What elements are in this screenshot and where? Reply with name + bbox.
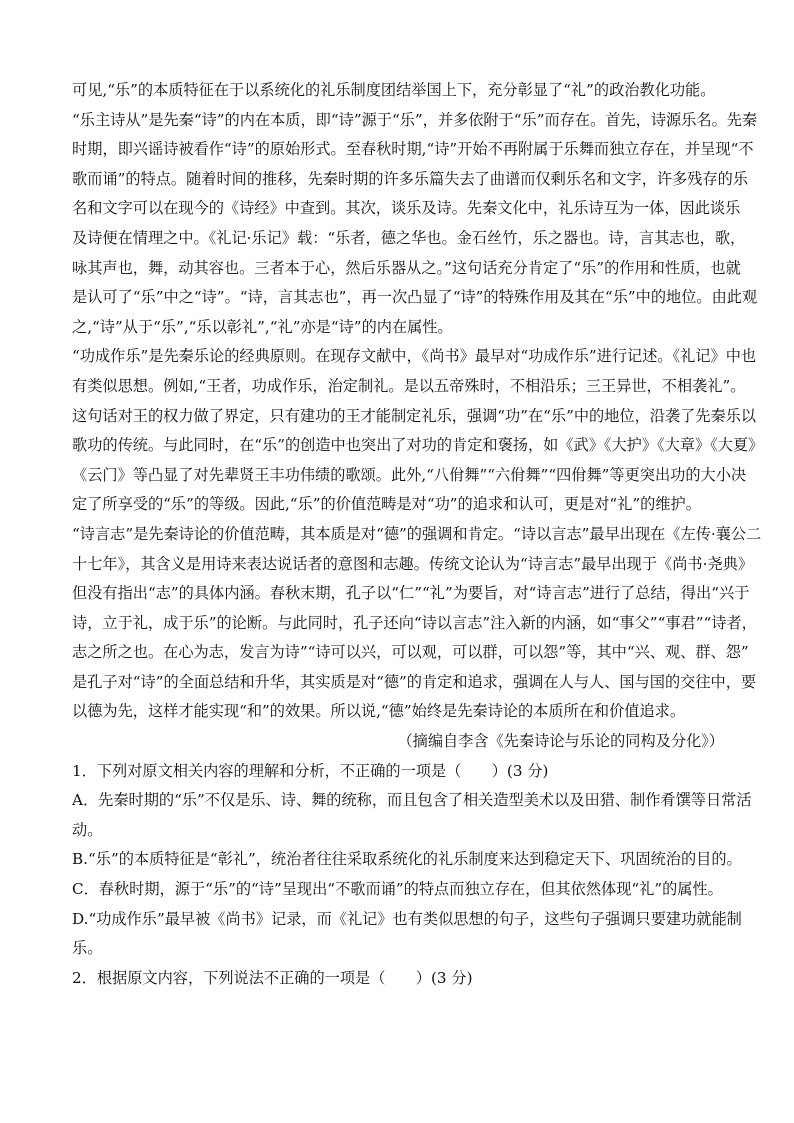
passage-line: 可见,“乐”的本质特征在于以系统化的礼乐制度团结举国上下，充分彰显了“礼”的政治教化功能。 <box>72 81 716 99</box>
passage-line: 咏其声也，舞，动其容也。三者本于心，然后乐器从之。”这句话充分肯定了“乐”的作用和性质，也就 <box>72 258 741 277</box>
question-1 <box>72 757 752 964</box>
passage-line: 歌功的传统。与此同时，在“乐”的创造中也突出了对功的肯定和褒扬，如《武》《大护》《大章》《大夏》 <box>72 436 764 455</box>
passage-line: “功成作乐”是先秦乐论的经典原则。在现存文献中，《尚书》最早对“功成作乐”进行记述。《礼记》中也 <box>72 347 757 366</box>
passage <box>72 76 764 757</box>
passage-line: 是认可了“乐”中之“诗”。“诗，言其志也”，再一次凸显了“诗”的特殊作用及其在“乐”中的地位。由此观 <box>72 288 758 307</box>
passage-line: 诗，立于礼，成于乐”的论断。与此同时，孔子还向“诗以言志”注入新的内涵，如“事父”“事君”“诗者， <box>72 613 757 632</box>
passage-line: 这句话对王的权力做了界定，只有建功的王才能制定礼乐，强调“功”在“乐”中的地位，沿袭了先秦乐以 <box>72 406 757 425</box>
passage-line: 名和文字可以在现今的《诗经》中查到。其次，谈乐及诗。先秦文化中，礼乐诗互为一体，因此谈乐 <box>72 199 741 218</box>
option-a-continued: 动。 <box>72 820 103 839</box>
passage-line: 《云门》等凸显了对先辈贤王丰功伟绩的歌颂。此外,“八佾舞”“六佾舞”“四佾舞”等更突出功的大小决 <box>72 465 747 484</box>
question-stem: 1．下列对原文相关内容的理解和分析，不正确的一项是（ ）(3 分) <box>72 761 549 780</box>
passage-line: 以德为先，这样才能实现“和”的效果。所以说,“德”始终是先秦诗论的本质所在和价值追求。 <box>72 702 686 721</box>
option-b: B.“乐”的本质特征是“彰礼”，统治者往往采取系统化的礼乐制度来达到稳定天下、巩固统治的目的。 <box>72 850 742 869</box>
passage-line: 及诗便在情理之中。《礼记·乐记》载：“乐者，德之华也。金石丝竹，乐之器也。诗，言其志也，歌， <box>72 228 746 247</box>
option-a: A．先秦时期的“乐”不仅是乐、诗、舞的统称，而且包含了相关造型美术以及田猎、制作肴馔等日常活 <box>72 791 752 810</box>
passage-line: “诗言志”是先秦诗论的价值范畴，其本质是对“德”的强调和肯定。“诗以言志”最早出现在《左传·襄公二 <box>72 524 762 543</box>
passage-line: 歌而诵”的特点。随着时间的推移，先秦时期的许多乐篇失去了曲谱而仅剩乐名和文字，许多残存的乐 <box>72 169 749 188</box>
question-2 <box>72 964 724 994</box>
passage-line: 定了所享受的“乐”的等级。因此,“乐”的价值范畴是对“功”的追求和认可，更是对“礼”的维护。 <box>72 495 701 514</box>
option-c: C．春秋时期，源于“乐”的“诗”呈现出“不歌而诵”的特点而独立存在，但其依然体现“礼”的属性。 <box>72 880 723 899</box>
passage-line: 志之所之也。在心为志，发言为诗”“诗可以兴，可以观，可以群，可以怨”等，其中“兴、观、群、怨” <box>72 643 749 662</box>
option-d-continued: 乐。 <box>72 939 103 958</box>
passage-line: 时期，即兴谣诗被看作“诗”的原始形式。至春秋时期,“诗”开始不再附属于乐舞而独立存在，并呈现“不 <box>72 140 754 159</box>
passage-line: 之,“诗”从于“乐”,“乐以彰礼”,“礼”亦是“诗”的内在属性。 <box>72 317 453 336</box>
passage-line: 十七年》，其含义是用诗来表达说话者的意图和志趣。传统文论认为“诗言志”最早出现于《尚书·尧典》 <box>72 554 754 573</box>
question-stem: 2．根据原文内容，下列说法不正确的一项是（ ）(3 分) <box>72 968 473 987</box>
option-d: D.“功成作乐”最早被《尚书》记录，而《礼记》也有类似思想的句子，这些句子强调只要建功就能制 <box>72 909 742 928</box>
passage-line: “乐主诗从”是先秦“诗”的内在本质，即“诗”源于“乐”，并多依附于“乐”而存在。首先，诗源乐名。先秦 <box>72 110 758 129</box>
passage-line: 是孔子对“诗”的全面总结和升华，其实质是对“德”的肯定和追求，强调在人与人、国与国的交往中，要 <box>72 672 757 691</box>
document-page <box>72 76 764 993</box>
passage-source: （摘编自李含《先秦诗论与乐论的同构及分化》） <box>397 732 724 751</box>
passage-line: 有类似思想。例如,“王者，功成作乐，治定制礼。是以五帝殊时，不相沿乐；三王异世，不相袭礼”。 <box>72 376 746 395</box>
passage-line: 但没有指出“志”的具体内涵。春秋末期，孔子以“仁”“礼”为要旨，对“诗言志”进行了总结，得出“兴于 <box>72 584 750 603</box>
